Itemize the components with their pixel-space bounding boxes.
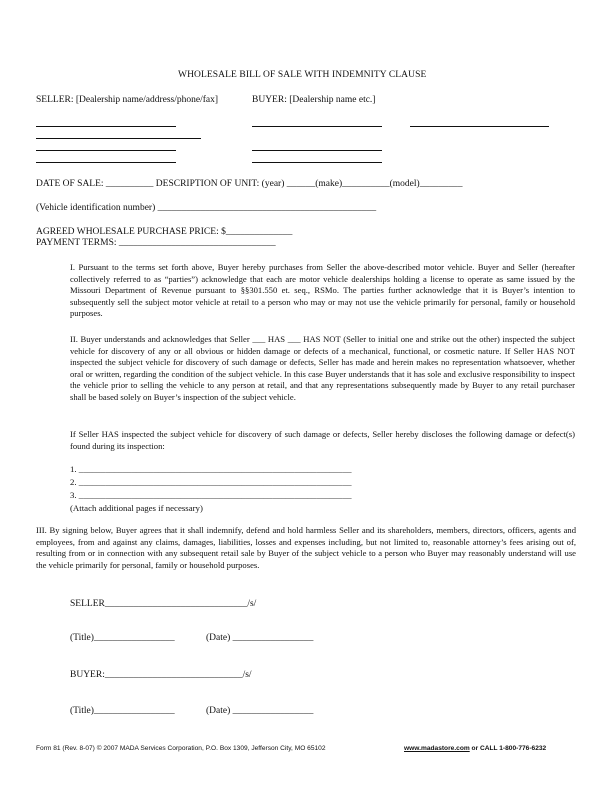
section-ii bbox=[70, 334, 575, 404]
disclosure-text bbox=[70, 429, 575, 452]
buyer-label: BUYER: [Dealership name etc.] bbox=[252, 95, 376, 105]
seller-signature-line[interactable]: SELLER______________________________/s/ bbox=[70, 599, 257, 609]
seller-date-field[interactable]: (Date) _________________ bbox=[206, 633, 314, 643]
disclosure-paragraph: If Seller HAS inspected the subject vehicle for discovery of such damage or defects, Seller hereby discloses the following damage or defect(s) found during its inspection: bbox=[70, 429, 575, 451]
section-i-text: I. Pursuant to the terms set forth above, Buyer hereby purchases from Seller the above-described motor vehicle. Buyer and Seller (hereafter collectively referred to as “parties”) acknowledge that each are motor vehicle dealerships holding a license to operate as same issued by the Missouri Department of Revenue pursuant to §§301.550 et. seq., RSMo. The parties further acknowledge that it is Buyer’s intention to subsequently sell the subject motor vehicle at retail to a person who may or may not use the vehicle primarily for personal, family or household purposes. bbox=[70, 262, 575, 319]
footer-phone: or CALL 1-800-776-6232 bbox=[469, 745, 547, 752]
store-link[interactable]: www.madastore.com bbox=[404, 745, 470, 752]
seller-line-2[interactable] bbox=[36, 138, 201, 139]
price-line[interactable]: AGREED WHOLESALE PURCHASE PRICE: $______________ bbox=[36, 227, 293, 237]
buyer-line-1[interactable] bbox=[252, 126, 382, 127]
attach-note: (Attach additional pages if necessary) bbox=[70, 503, 203, 513]
section-iii bbox=[36, 525, 576, 571]
buyer-signature-line[interactable]: BUYER:_____________________________/s/ bbox=[70, 670, 252, 680]
seller-label: SELLER: [Dealership name/address/phone/fax] bbox=[36, 95, 219, 105]
date-description-line[interactable]: DATE OF SALE: __________ DESCRIPTION OF UNIT: (year) ______(make)__________(model)_________ bbox=[36, 179, 463, 189]
seller-title-field[interactable]: (Title)_________________ bbox=[70, 633, 175, 643]
seller-line-4[interactable] bbox=[36, 162, 176, 163]
buyer-date-field[interactable]: (Date) _________________ bbox=[206, 706, 314, 716]
buyer-line-3[interactable] bbox=[252, 150, 382, 151]
footer-contact bbox=[404, 745, 546, 752]
buyer-line-2[interactable] bbox=[410, 126, 549, 127]
section-iii-text: III. By signing below, Buyer agrees that it shall indemnify, defend and hold harmless Seller and its shareholders, members, directors, officers, agents and employees, from and against any claims, damages, liabilities, losses and expenses including, but not limited to, reasonable attorney’s fees arising out of, resulting from or in connection with any subsequent retail sale by Buyer of the subject vehicle to a person who Buyer may reasonably understand will use the vehicle primarily for personal, family or household purposes. bbox=[36, 525, 576, 570]
seller-line-3[interactable] bbox=[36, 150, 176, 151]
buyer-title-field[interactable]: (Title)_________________ bbox=[70, 706, 175, 716]
defect-item-2[interactable]: 2. ______________________________________________________________ bbox=[70, 477, 352, 487]
section-i bbox=[70, 262, 575, 320]
section-ii-text: II. Buyer understands and acknowledges that Seller ___ HAS ___ HAS NOT (Seller to initial one and strike out the other) inspected the subject vehicle for discovery of any or all obvious or hidden damage or defects of a mechanical, functional, or cosmetic nature. If Seller HAS NOT inspected the subject vehicle for discovery of such damage or defects, Seller has made and herein makes no representation whatsoever, whether oral or written, regarding the condition of the subject vehicle. In this case Buyer understands that it has sole and exclusive responsibility to inspect the vehicle prior to selling the vehicle to any person at retail, and that any representations subsequently made by Buyer to any retail purchaser shall be based solely on Buyer’s inspection of the subject vehicle. bbox=[70, 334, 575, 402]
seller-line-1[interactable] bbox=[36, 126, 176, 127]
buyer-line-4[interactable] bbox=[252, 162, 382, 163]
vin-line[interactable]: (Vehicle identification number) ______________________________________________ bbox=[36, 203, 377, 213]
payment-terms-line[interactable]: PAYMENT TERMS: _________________________________ bbox=[36, 238, 276, 248]
footer-form-info: Form 81 (Rev. 8-07) © 2007 MADA Services Corporation, P.O. Box 1309, Jefferson City, MO 65102 bbox=[36, 745, 326, 752]
document-title: WHOLESALE BILL OF SALE WITH INDEMNITY CLAUSE bbox=[178, 70, 427, 80]
defect-item-3[interactable]: 3. ______________________________________________________________ bbox=[70, 490, 352, 500]
defect-item-1[interactable]: 1. ______________________________________________________________ bbox=[70, 464, 352, 474]
